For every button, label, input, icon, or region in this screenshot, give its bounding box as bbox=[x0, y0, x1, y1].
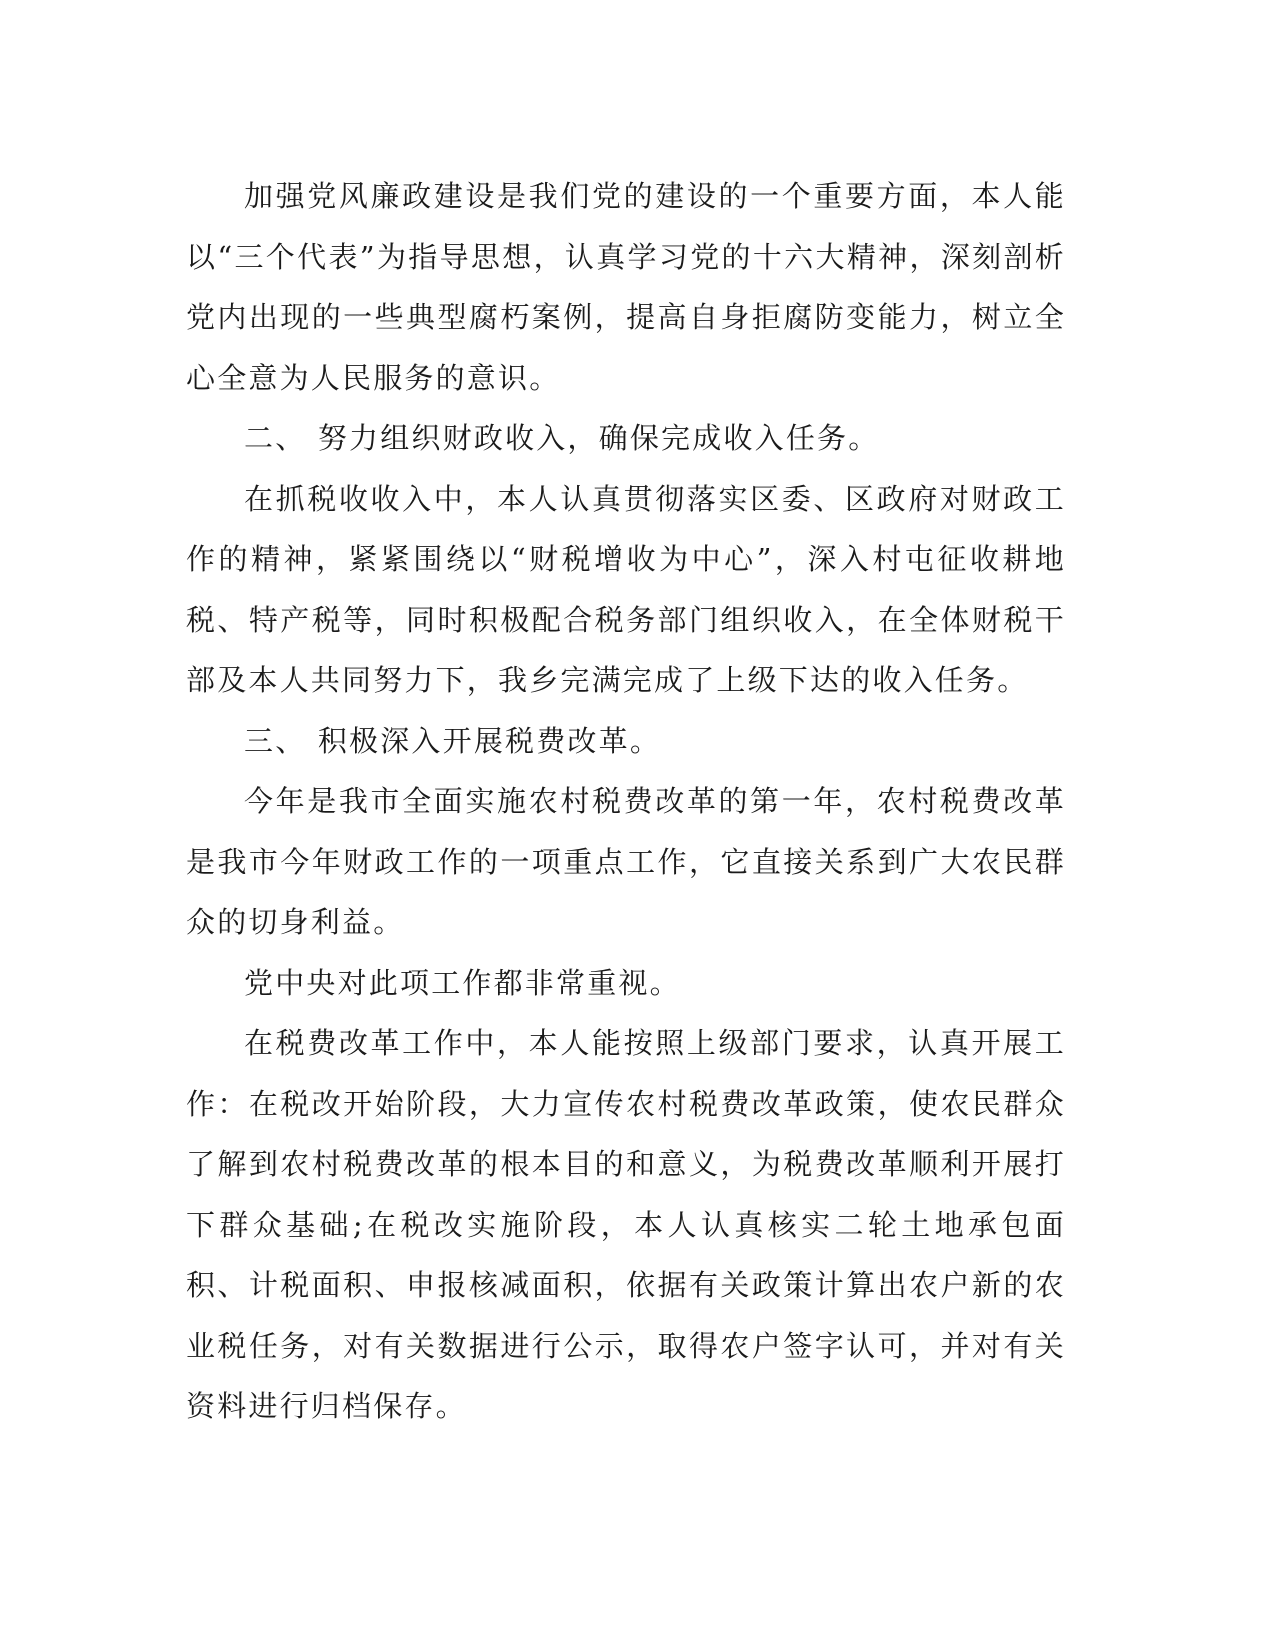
heading-section-two: 二、 努力组织财政收入，确保完成收入任务。 bbox=[244, 421, 880, 455]
paragraph-anti-corruption: 加强党风廉政建设是我们党的建设的一个重要方面，本人能以“三个代表”为指导思想，认真学习党的十六大精神，深刻剖析党内出现的一些典型腐朽案例，提高自身拒腐防变能力，树立全心全意为人民服务的意识。 bbox=[186, 179, 1066, 395]
paragraph-central-attention: 党中央对此项工作都非常重视。 bbox=[244, 965, 681, 1000]
document-body bbox=[186, 166, 1066, 1437]
paragraph-reform-work: 在税费改革工作中，本人能按照上级部门要求，认真开展工作：在税改开始阶段，大力宣传农村税费改革政策，使农民群众了解到农村税费改革的根本目的和意义，为税费改革顺利开展打下群众基础;在税改实施阶段，本人认真核实二轮土地承包面积、计税面积、申报核减面积，依据有关政策计算出农户新的农业税任务，对有关数据进行公示，取得农户签字认可，并对有关资料进行归档保存。 bbox=[186, 1026, 1066, 1423]
paragraph-tax-revenue: 在抓税收收入中，本人认真贯彻落实区委、区政府对财政工作的精神，紧紧围绕以“财税增收为中心”，深入村屯征收耕地税、特产税等，同时积极配合税务部门组织收入，在全体财税干部及本人共同努力下，我乡完满完成了上级下达的收入任务。 bbox=[186, 481, 1066, 697]
paragraph-reform-intro: 今年是我市全面实施农村税费改革的第一年，农村税费改革是我市今年财政工作的一项重点工作，它直接关系到广大农民群众的切身利益。 bbox=[186, 784, 1066, 939]
heading-section-three: 三、 积极深入开展税费改革。 bbox=[244, 723, 662, 758]
